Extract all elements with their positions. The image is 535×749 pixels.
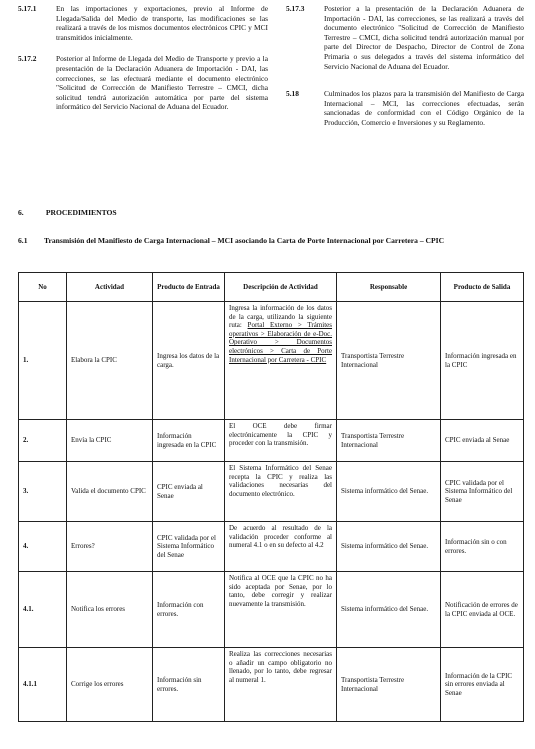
- cell-actividad: Envía la CPIC: [67, 420, 153, 462]
- right-column: [286, 4, 524, 138]
- cell-descripcion: Realiza las correcciones necesarias o añadir un campo obligatorio no llenado, por lo tanto, debe regresar al numeral 1.: [225, 648, 337, 722]
- cell-salida: CPIC validada por el Sistema Informático del Senae: [441, 462, 524, 522]
- header-responsable: Responsable: [337, 273, 441, 302]
- cell-responsable: Sistema informático del Senae.: [337, 522, 441, 572]
- subsection-number: 6.1: [18, 236, 28, 245]
- section-number: 6.: [18, 208, 24, 217]
- clause-number: 5.17.1: [18, 4, 37, 13]
- cell-entrada: Información ingresada en la CPIC: [153, 420, 225, 462]
- table-row: [19, 302, 524, 420]
- clause-5-18: [286, 89, 524, 127]
- cell-no: 2.: [19, 420, 67, 462]
- cell-actividad: Valida el documento CPIC: [67, 462, 153, 522]
- header-producto-entrada: Producto de Entrada: [153, 273, 225, 302]
- cell-entrada: Ingresa los datos de la carga.: [153, 302, 225, 420]
- cell-no: 4.1.: [19, 572, 67, 648]
- navigation-path: Portal Externo > Trámites operativos > Elaboración de e-Doc. Operativo > Documentos electrónicos > Carta de Porte Internacional por Carretera - CPIC: [229, 321, 333, 364]
- cell-responsable: Transportista Terrestre Internacional: [337, 648, 441, 722]
- cell-no: 4.: [19, 522, 67, 572]
- cell-salida: Notificación de errores de la CPIC enviada al OCE.: [441, 572, 524, 648]
- left-column: [18, 4, 268, 122]
- cell-entrada: CPIC validada por el Sistema Informático del Senae: [153, 522, 225, 572]
- clause-text: Posterior a la presentación de la Declaración Aduanera de Importación - DAI, las correcciones, se las realizará a través del documento electrónico "Solicitud de Corrección de Manifiesto Terrestre – CMCI, dicha solicitud tendrá autorización manual por parte del Director de Despacho, Director de Control de Zona Primaria o sus delegados a través del sistema informático del Servicio Nacional de Aduana del Ecuador.: [324, 4, 524, 71]
- header-descripcion: Descripción de Actividad: [225, 273, 337, 302]
- procedure-table: [18, 272, 524, 722]
- cell-actividad: Corrige los errores: [67, 648, 153, 722]
- description-text: Ingresa la información de los datos de la carga, utilizando la siguiente ruta:: [229, 304, 332, 330]
- subsection-heading: [18, 236, 523, 246]
- cell-responsable: Transportista Terrestre Internacional: [337, 302, 441, 420]
- cell-salida: Información ingresada en la CPIC: [441, 302, 524, 420]
- cell-descripcion: De acuerdo al resultado de la validación proceder conforme al numeral 4.1 o en su defecto al 4.2: [225, 522, 337, 572]
- cell-descripcion: Notifica al OCE que la CPIC no ha sido aceptada por Senae, por lo tanto, debe corregir y realizar nuevamente la transmisión.: [225, 572, 337, 648]
- header-producto-salida: Producto de Salida: [441, 273, 524, 302]
- clause-5-17-3: [286, 4, 524, 71]
- table-row: [19, 572, 524, 648]
- cell-responsable: Sistema informático del Senae.: [337, 572, 441, 648]
- clause-5-17-2: [18, 54, 268, 112]
- cell-salida: CPIC enviada al Senae: [441, 420, 524, 462]
- cell-no: 3.: [19, 462, 67, 522]
- cell-entrada: CPIC enviada al Senae: [153, 462, 225, 522]
- cell-no: 4.1.1: [19, 648, 67, 722]
- table-row: [19, 648, 524, 722]
- clause-number: 5.17.3: [286, 4, 305, 13]
- cell-actividad: Errores?: [67, 522, 153, 572]
- cell-responsable: Sistema informático del Senae.: [337, 462, 441, 522]
- table-header-row: [19, 273, 524, 302]
- clause-number: 5.17.2: [18, 54, 37, 64]
- section-title: PROCEDIMIENTOS: [45, 208, 117, 217]
- subsection-title: Transmisión del Manifiesto de Carga Internacional – MCI asociando la Carta de Porte Internacional por Carretera – CPIC: [44, 236, 445, 245]
- cell-entrada: Información con errores.: [153, 572, 225, 648]
- cell-entrada: Información sin errores.: [153, 648, 225, 722]
- header-no: No: [19, 273, 67, 302]
- header-actividad: Actividad: [67, 273, 153, 302]
- clause-text: Posterior al Informe de Llegada del Medio de Transporte y previo a la presentación de la Declaración Aduanera de Importación - DAI, las correcciones, se las efectuará mediante el documento electrónico "Solicitud de Corrección de Manifiesto Terrestre – CMCI, dicha solicitud tendrá autorización automática por parte del sistema informático del Servicio Nacional de Aduana del Ecuador.: [56, 54, 268, 112]
- cell-descripcion: El Sistema Informático del Senae recepta la CPIC y realiza las validaciones necesarias del documento electrónico.: [225, 462, 337, 522]
- cell-no: 1.: [19, 302, 67, 420]
- clause-text: Culminados los plazos para la transmisión del Manifiesto de Carga Internacional – MCI, las correcciones efectuadas, serán sancionadas de conformidad con el Código Orgánico de la Producción, Comercio e Inversiones y su Reglamento.: [324, 89, 524, 127]
- cell-descripcion: [225, 302, 337, 420]
- section-heading: [18, 208, 117, 217]
- table-row: [19, 522, 524, 572]
- clause-5-17-1: [18, 4, 268, 42]
- cell-actividad: Notifica los errores: [67, 572, 153, 648]
- cell-salida: Información de la CPIC sin errores enviada al Senae: [441, 648, 524, 722]
- cell-salida: Información sin o con errores.: [441, 522, 524, 572]
- clause-text: En las importaciones y exportaciones, previo al Informe de Llegada/Salida del Medio de transporte, las modificaciones se las realizará a través de los mismos documentos electrónicos CPIC y MCI transmitidos inicialmente.: [56, 4, 268, 42]
- table-row: [19, 420, 524, 462]
- cell-actividad: Elabora la CPIC: [67, 302, 153, 420]
- table-row: [19, 462, 524, 522]
- cell-descripcion: El OCE debe firmar electrónicamente la CPIC y proceder con la transmisión.: [225, 420, 337, 462]
- clause-number: 5.18: [286, 89, 299, 99]
- cell-responsable: Transportista Terrestre Internacional: [337, 420, 441, 462]
